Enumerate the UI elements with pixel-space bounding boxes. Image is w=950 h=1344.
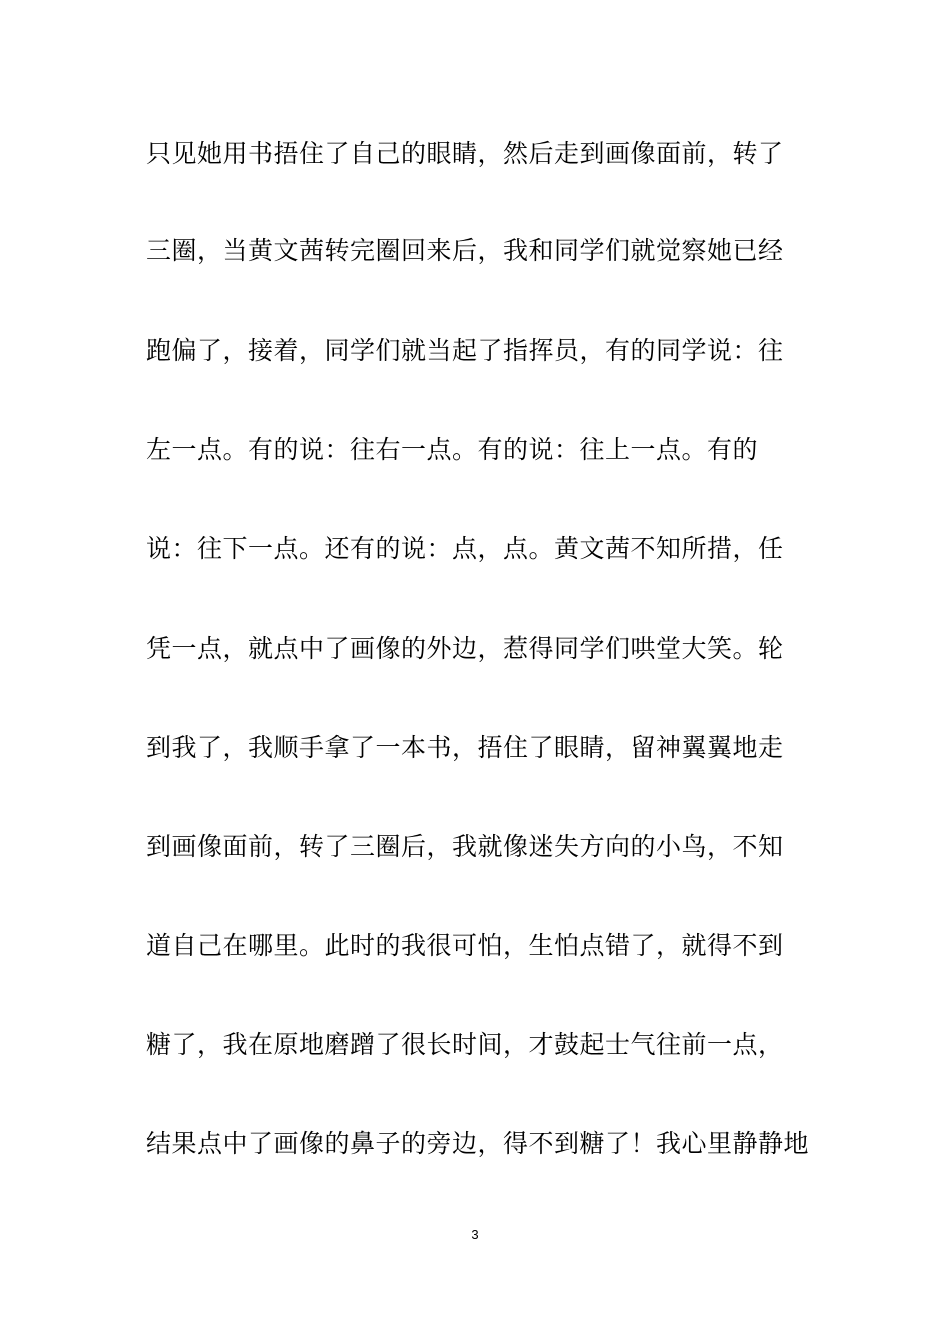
text-line: 糖了，我在原地磨蹭了很长时间，才鼓起士气往前一点， (146, 1030, 784, 1059)
text-line: 跑偏了，接着，同学们就当起了指挥员，有的同学说：往 (146, 336, 784, 365)
text-line: 说：往下一点。还有的说：点，点。黄文茜不知所措，任 (146, 534, 784, 563)
text-line: 到我了，我顺手拿了一本书，捂住了眼睛，留神翼翼地走 (146, 733, 784, 762)
text-line: 结果点中了画像的鼻子的旁边，得不到糖了！我心里静静地 (146, 1129, 810, 1158)
text-line: 凭一点，就点中了画像的外边，惹得同学们哄堂大笑。轮 (146, 634, 784, 663)
text-line: 到画像面前，转了三圈后，我就像迷失方向的小鸟，不知 (146, 832, 784, 861)
page-number: 3 (471, 1227, 479, 1242)
text-line: 三圈，当黄文茜转完圈回来后，我和同学们就觉察她已经 (146, 236, 784, 265)
text-line: 道自己在哪里。此时的我很可怕，生怕点错了，就得不到 (146, 931, 784, 960)
text-line: 只见她用书捂住了自己的眼睛，然后走到画像面前，转了 (146, 139, 784, 168)
text-line: 左一点。有的说：往右一点。有的说：往上一点。有的 (146, 435, 759, 464)
